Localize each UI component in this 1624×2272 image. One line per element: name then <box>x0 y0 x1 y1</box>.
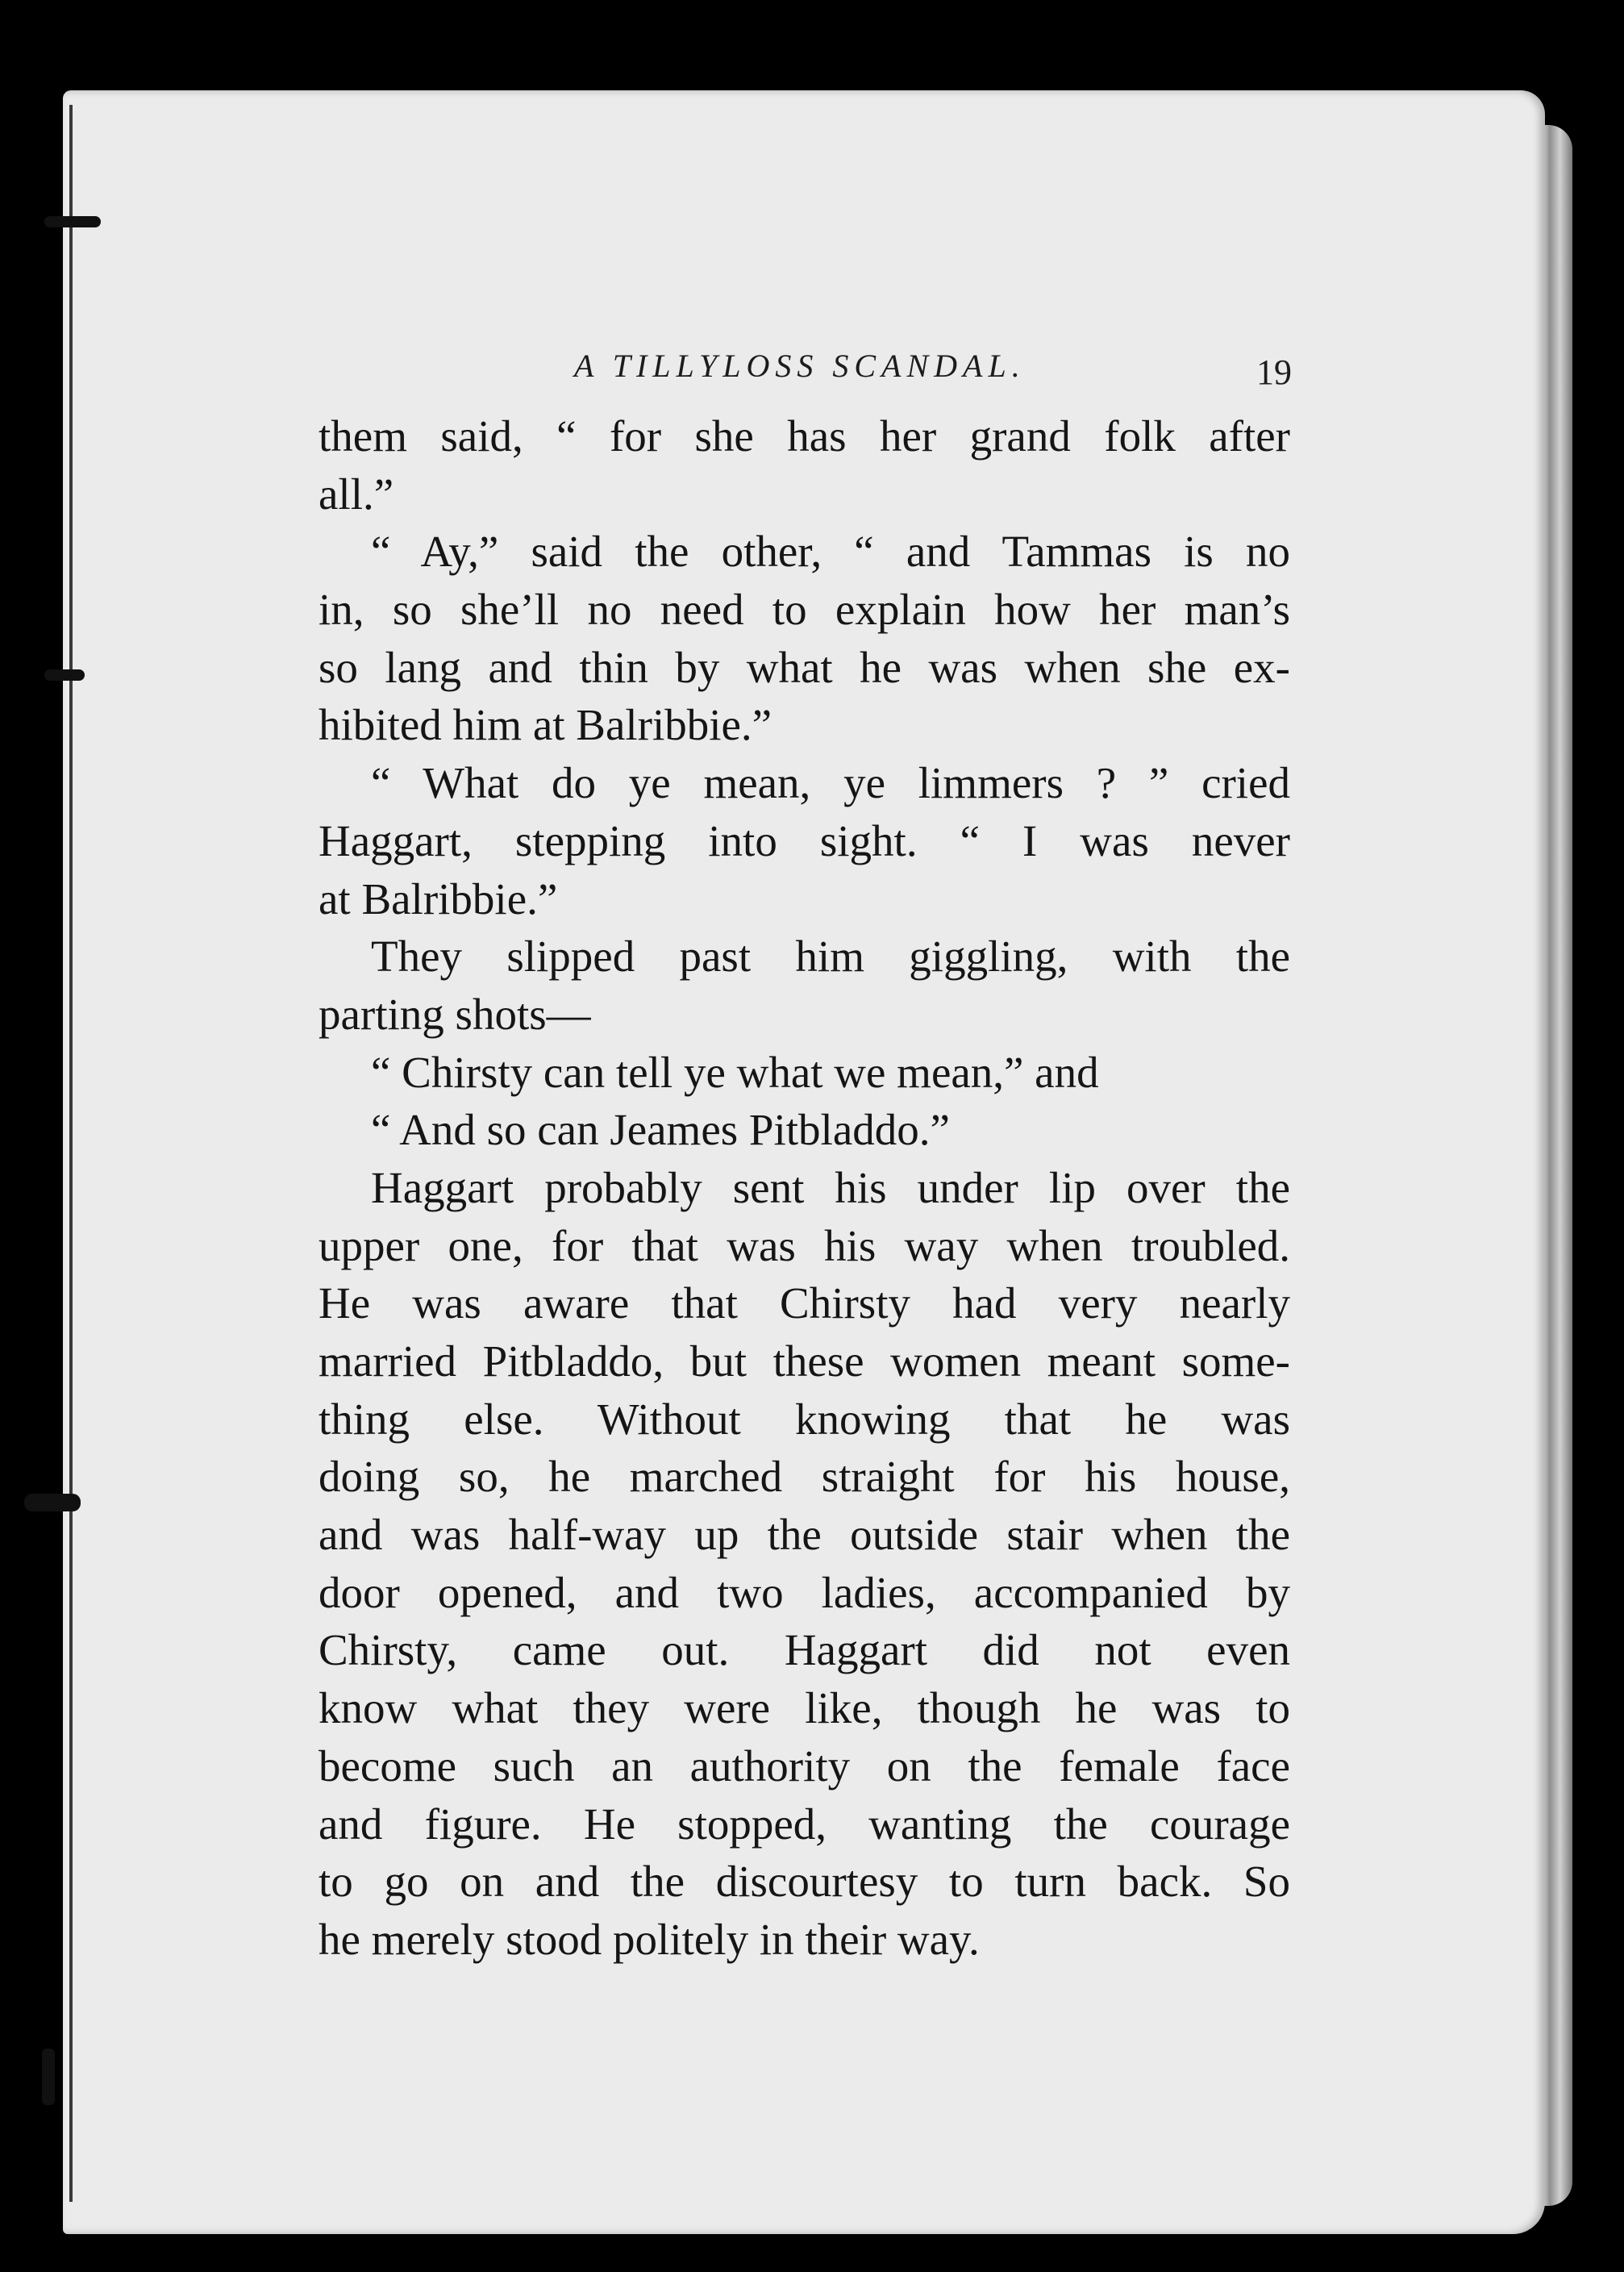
text-line: “ And so can Jeames Pitbladdo.” <box>371 1105 950 1155</box>
text-line: hibited him at Balribbie.” <box>319 700 772 750</box>
gutter-line <box>69 105 73 2202</box>
body-text <box>319 407 1290 1969</box>
text-line: to go on and the discourtesy to turn back. So <box>319 1857 1290 1907</box>
binding-mark <box>44 216 101 227</box>
text-line: “ What do ye mean, ye limmers ? ” cried <box>371 758 1290 808</box>
page-number: 19 <box>1256 352 1292 392</box>
text-line: thing else. Without knowing that he was <box>319 1394 1290 1444</box>
text-line: upper one, for that was his way when troubled. <box>319 1220 1290 1270</box>
text-line: doing so, he marched straight for his house, <box>319 1452 1290 1502</box>
binding-mark <box>44 669 85 681</box>
text-line: “ Ay,” said the other, “ and Tammas is no <box>371 527 1290 577</box>
binding-mark <box>42 2049 55 2105</box>
text-line: door opened, and two ladies, accompanied by <box>319 1567 1290 1617</box>
text-line: all.” <box>319 469 394 519</box>
text-line: and figure. He stopped, wanting the courage <box>319 1799 1290 1849</box>
text-line: in, so she’ll no need to explain how her man’s <box>319 585 1290 635</box>
text-line: at Balribbie.” <box>319 873 558 923</box>
text-line: he merely stood politely in their way. <box>319 1914 980 1964</box>
text-line: married Pitbladdo, but these women meant some- <box>319 1336 1290 1386</box>
text-line: He was aware that Chirsty had very nearly <box>319 1278 1290 1328</box>
text-line: and was half-way up the outside stair when the <box>319 1510 1290 1560</box>
text-line: They slipped past him giggling, with the <box>371 932 1290 982</box>
text-line: become such an authority on the female face <box>319 1740 1290 1791</box>
text-line: know what they were like, though he was to <box>319 1683 1290 1733</box>
text-line: “ Chirsty can tell ye what we mean,” and <box>371 1047 1099 1097</box>
text-line: Chirsty, came out. Haggart did not even <box>319 1625 1290 1675</box>
text-line: them said, “ for she has her grand folk after <box>319 411 1290 461</box>
text-line: Haggart, stepping into sight. “ I was never <box>319 815 1290 865</box>
text-line: parting shots— <box>319 989 591 1039</box>
page-header <box>574 347 1300 395</box>
text-line: Haggart probably sent his under lip over the <box>371 1162 1290 1212</box>
running-title: A TILLYLOSS SCANDAL. <box>574 348 1026 384</box>
binding-mark <box>24 1494 81 1511</box>
text-line: so lang and thin by what he was when she ex- <box>319 642 1290 692</box>
